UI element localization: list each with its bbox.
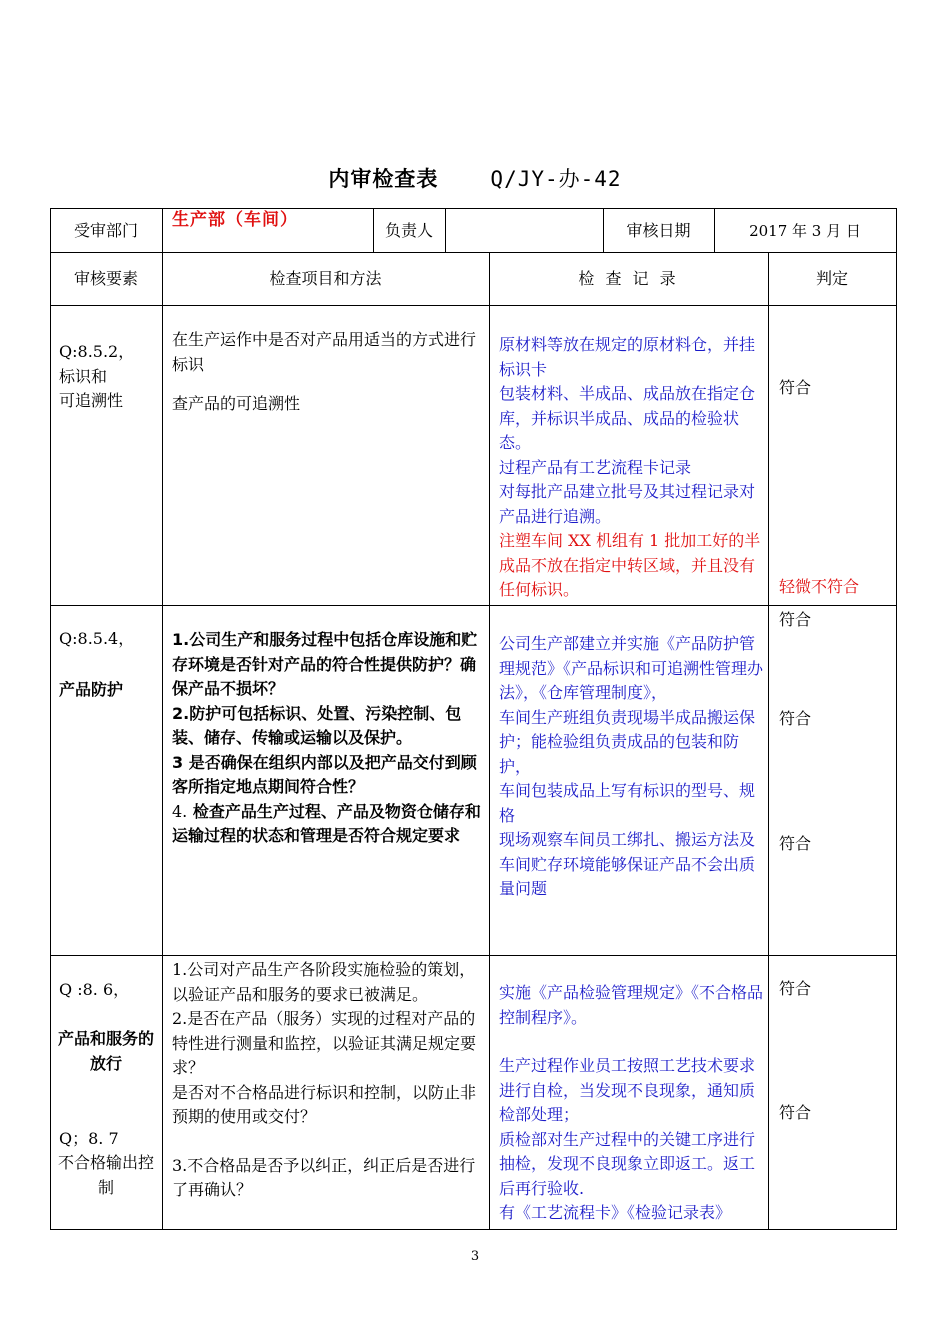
dept-value: 生产部（车间）: [172, 210, 298, 230]
row2-method-4: 4. 检查产品生产过程、产品及物资仓储存和运输过程的状态和管理是否符合规定要求: [172, 801, 481, 845]
row3-record-4: 有《工艺流程卡》《检验记录表》: [499, 1203, 732, 1222]
dept-label: 受审部门: [73, 221, 138, 240]
row1-record-nonconform: 注塑车间 XX 机组有 1 批加工好的半成品不放在指定中转区域，并且没有任何标识。: [499, 531, 761, 599]
col-element: 审核要素: [73, 269, 138, 288]
row1-method: [172, 328, 482, 417]
row1-element-code: Q:8.5.2，: [59, 342, 135, 361]
row3-method-4: 3.不合格品是否予以纠正，纠正后是否进行了再确认？: [172, 1155, 476, 1199]
row1-element-name2: 可追溯性: [59, 391, 124, 410]
date-label: 审核日期: [626, 221, 691, 240]
row1-record-2: 包装材料、半成品、成品放在指定仓库，并标识半成品、成品的检验状态。: [499, 384, 756, 452]
row1-record-1: 原材料等放在规定的原材料仓，并挂标识卡: [499, 335, 756, 379]
col-method: 检查项目和方法: [269, 269, 382, 288]
row2-method: [172, 628, 484, 849]
row2-record: [499, 632, 763, 902]
row3-element-code: Q :8. 6，: [59, 980, 130, 999]
row2-method-3: 3 是否确保在组织内部以及把产品交付到顾客所指定地点期间符合性？: [172, 752, 477, 796]
row3-verdict-1: 符合: [779, 979, 812, 998]
row2-record-2: 车间生产班组负责现場半成品搬运保护；能检验组负责成品的包装和防护，: [499, 707, 756, 776]
row1-method-1: 在生产运作中是否对产品用适当的方式进行标识: [172, 330, 477, 374]
row2-verdict-1: 符合: [779, 610, 812, 629]
page-number: 3: [470, 1249, 480, 1264]
row2-verdict-2: 符合: [779, 709, 812, 728]
row1-element-name1: 标识和: [59, 366, 108, 386]
row3-method-3: 是否对不合格品进行标识和控制，以防止非预期的使用或交付？: [172, 1082, 477, 1126]
row3-method: [172, 958, 484, 1203]
row1-record-4: 对每批产品建立批号及其过程记录对产品进行追溯。: [499, 482, 756, 526]
row2-record-3: 车间包装成品上写有标识的型号、规格: [499, 781, 756, 825]
doc-code: Q/JY-办-42: [490, 167, 622, 191]
row3-record-2: 生产过程作业员工按照工艺技术要求进行自检，当发现不良现象，通知质检部处理；: [499, 1056, 756, 1124]
row1-record: [499, 333, 763, 603]
row1-record-3: 过程产品有工艺流程卡记录: [499, 457, 692, 477]
row3-method-1: 1.公司对产品生产各阶段实施检验的策划，以验证产品和服务的要求已被满足。: [172, 960, 476, 1004]
row3-record: [499, 981, 763, 1226]
title-text: 内审检查表: [328, 167, 439, 191]
owner-label: 负责人: [384, 221, 433, 240]
row2-method-1: 1.公司生产和服务过程中包括仓库设施和贮存环境是否针对产品的符合性提供防护？确保产品不损坏？: [172, 630, 478, 698]
row1-element: [59, 340, 159, 414]
col-verdict: 判定: [815, 269, 848, 288]
row2-verdict-3: 符合: [779, 834, 812, 853]
row2-record-1: 公司生产部建立并实施《产品防护管理规范》《产品标识和可追溯性管理办法》，《仓库管理制度》，: [499, 634, 764, 702]
row3-element-name: 产品和服务的放行: [57, 1029, 154, 1073]
row3-record-3: 质检部对生产过程中的关键工序进行抽检，发现不良现象立即返工。返工后再行验收.: [499, 1129, 756, 1198]
row1-verdict-minor: 轻微不符合: [779, 577, 860, 596]
date-value: 2017 年 3 月 日: [749, 222, 861, 240]
row2-method-2: 2.防护可包括标识、处置、污染控制、包装、储存、传输或运输以及保护。: [172, 703, 462, 747]
row2-record-4: 现场观察车间员工绑扎、搬运方法及车间贮存环境能够保证产品不会出质量问题: [499, 830, 756, 898]
row2-element-code: Q:8.5.4，: [59, 629, 135, 648]
row3-verdict-2: 符合: [779, 1103, 812, 1122]
row2-element-name: 产品防护: [59, 680, 124, 699]
col-record: 检 查 记 录: [578, 269, 679, 288]
row3-method-2: 2.是否在产品（服务）实现的过程对产品的特性进行测量和监控，以验证其满足规定要求？: [172, 1009, 477, 1077]
row3-element-name2: 不合格输出控制: [57, 1153, 154, 1197]
row1-verdict-ok: 符合: [779, 378, 812, 397]
row1-method-2: 查产品的可追溯性: [172, 394, 301, 413]
row3-element-code2: Q；8. 7: [59, 1129, 119, 1148]
row3-record-1: 实施《产品检验管理规定》《不合格品控制程序》。: [499, 983, 764, 1027]
